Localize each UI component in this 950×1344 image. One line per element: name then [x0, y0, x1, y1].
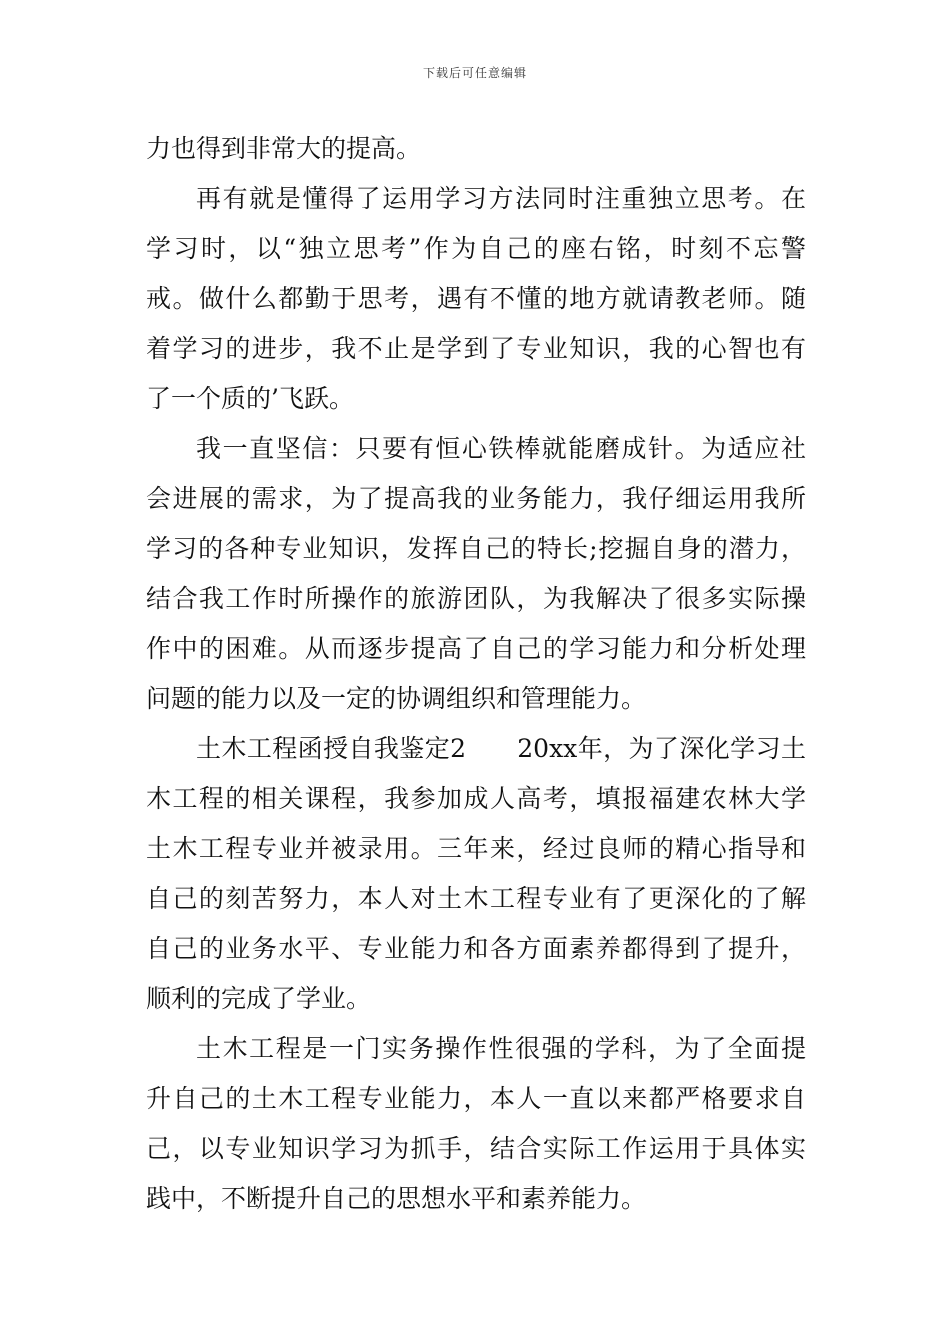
paragraph: [146, 124, 806, 174]
document-body: [146, 124, 806, 1224]
text-line: 自己的刻苦努力，本人对土木工程专业有了更深化的了解: [146, 884, 806, 913]
text-line: 力也得到非常大的提高。: [146, 134, 422, 163]
text-line: 践中，不断提升自己的思想水平和素养能力。: [146, 1184, 647, 1213]
text-line: 升自己的土木工程专业能力，本人一直以来都严格要求自: [146, 1084, 806, 1113]
text-line: 土木工程是一门实务操作性很强的学科，为了全面提: [196, 1034, 806, 1063]
text-line: 木工程的相关课程，我参加成人高考，填报福建农林大学: [146, 784, 806, 813]
text-line: 自己的业务水平、专业能力和各方面素养都得到了提升，: [146, 934, 806, 963]
text-line: 顺利的完成了学业。: [146, 984, 372, 1013]
text-line: 作中的困难。从而逐步提高了自己的学习能力和分析处理: [146, 634, 806, 663]
text-line: 我一直坚信：只要有恒心铁棒就能磨成针。为适应社: [196, 434, 806, 463]
text-line: 土木工程专业并被录用。三年来，经过良师的精心指导和: [146, 834, 806, 863]
text-line: 结合我工作时所操作的旅游团队，为我解决了很多实际操: [146, 584, 806, 613]
text-line: 会进展的需求，为了提高我的业务能力，我仔细运用我所: [146, 484, 806, 513]
paragraph: [146, 1024, 806, 1224]
text-line: 己，以专业知识学习为抓手，结合实际工作运用于具体实: [146, 1134, 806, 1163]
paragraph: [146, 174, 806, 424]
text-line: 着学习的进步，我不止是学到了专业知识，我的心智也有: [146, 334, 806, 363]
text-line: 再有就是懂得了运用学习方法同时注重独立思考。在: [196, 184, 806, 213]
paragraph: [146, 424, 806, 724]
text-line: 学习的各种专业知识，发挥自己的特长;挖掘自身的潜力，: [146, 534, 806, 563]
text-line: 问题的能力以及一定的协调组织和管理能力。: [146, 684, 647, 713]
text-line: 学习时，以“独立思考”作为自己的座右铭，时刻不忘警: [146, 234, 806, 263]
page-header: 下载后可任意编辑: [422, 66, 527, 80]
text-line: 土木工程函授自我鉴定2 20xx年，为了深化学习土: [196, 734, 806, 763]
text-line: 戒。做什么都勤于思考，遇有不懂的地方就请教老师。随: [146, 284, 806, 313]
paragraph: [146, 724, 806, 1024]
text-line: 了一个质的’飞跃。: [146, 384, 354, 413]
